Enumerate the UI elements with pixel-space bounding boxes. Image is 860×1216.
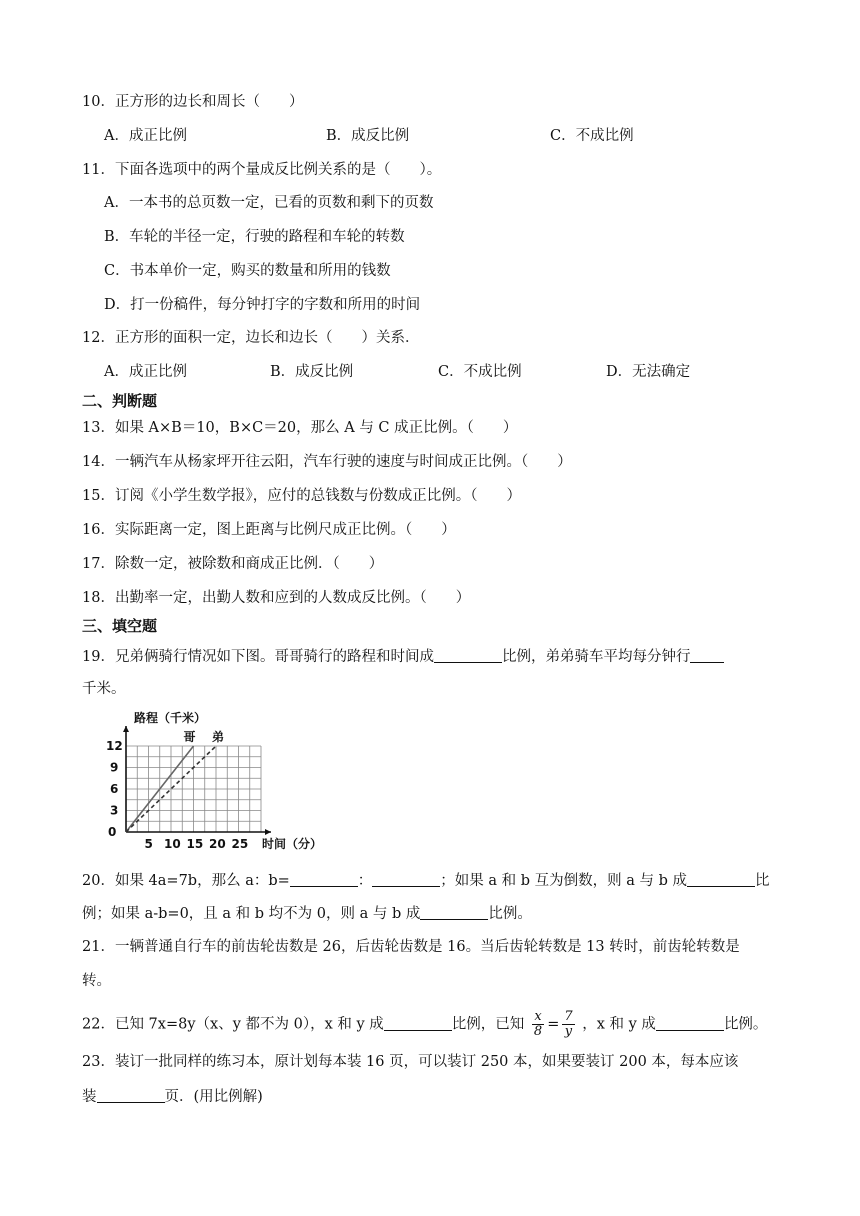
q20-blank-1[interactable] — [290, 870, 358, 887]
y-tick-label: 3 — [110, 803, 119, 818]
q11-option-d[interactable]: D．打一份稿件，每分钟打字的字数和所用的时间 — [104, 297, 421, 313]
q19-blank-2[interactable] — [690, 646, 724, 663]
judge-item-15: 15．订阅《小学生数学报》，应付的总钱数与份数成正比例。（ ） — [82, 488, 521, 504]
judge-item-16: 16．实际距离一定，图上距离与比例尺成正比例。（ ） — [82, 522, 456, 538]
q12-option-a[interactable]: A．成正比例 — [104, 364, 187, 380]
q20-text-2: ： — [357, 873, 373, 889]
q19-text-1: 19．兄弟俩骑行情况如下图。哥哥骑行的路程和时间成 — [82, 649, 434, 665]
q11-option-c[interactable]: C．书本单价一定，购买的数量和所用的钱数 — [104, 263, 391, 279]
fraction-x-over-8: $\frac{x}{8}$ — [533, 1009, 543, 1039]
q20-blank-2[interactable] — [372, 870, 440, 887]
q19-text-2: 比例，弟弟骑车平均每分钟行 — [501, 649, 691, 665]
q11-option-a[interactable]: A．一本书的总页数一定，已看的页数和剩下的页数 — [104, 195, 434, 211]
q22-text-2: 比例，已知 — [451, 1016, 525, 1033]
q20-blank-4[interactable] — [420, 903, 488, 920]
x-tick-label: 20 — [209, 837, 226, 851]
judge-item-14: 14．一辆汽车从杨家坪开往云阳，汽车行驶的速度与时间成正比例。（ ） — [82, 454, 572, 470]
x-axis-arrow — [265, 829, 271, 835]
x-tick-label: 10 — [164, 837, 181, 851]
section-heading-fill: 三、填空题 — [82, 617, 158, 635]
question-23-line2 — [82, 1086, 263, 1107]
y-tick-label: 0 — [108, 825, 117, 839]
question-20-line2 — [82, 903, 532, 924]
q22-text-1: 22．已知 7x=8y（x、y 都不为 0），x 和 y 成 — [82, 1016, 384, 1033]
q22-blank-1[interactable] — [384, 1014, 452, 1031]
question-11-stem: 11．下面各选项中的两个量成反比例关系的是（ ）。 — [82, 162, 442, 178]
q23-text-2: 装 — [82, 1089, 97, 1105]
equals-sign: = — [547, 1016, 560, 1033]
y-axis-arrow — [123, 726, 129, 732]
distance-time-chart — [104, 708, 344, 856]
q20-blank-3[interactable] — [687, 870, 755, 887]
judge-item-18: 18．出勤率一定，出勤人数和应到的人数成反比例。（ ） — [82, 590, 471, 606]
section-heading-judge: 二、判断题 — [82, 392, 158, 410]
q22-text-4: 比例。 — [723, 1016, 768, 1033]
question-23-line1: 23．装订一批同样的练习本，原计划每本装 16 页，可以装订 250 本，如果要装订 200 本，每本应该 — [82, 1054, 739, 1070]
series-label: 弟 — [212, 730, 225, 744]
q22-blank-2[interactable] — [656, 1014, 724, 1031]
q20-text-3: ；如果 a 和 b 互为倒数，则 a 与 b 成 — [440, 873, 688, 889]
q20-text-6: 比例。 — [488, 906, 532, 922]
question-10-stem: 10．正方形的边长和周长（ ） — [82, 94, 304, 110]
chart-labels — [106, 710, 322, 851]
y-tick-label: 12 — [106, 739, 123, 753]
q10-option-a[interactable]: A．成正比例 — [104, 128, 187, 144]
q23-text-3: 页．(用比例解) — [164, 1089, 263, 1105]
x-tick-label: 15 — [186, 837, 204, 851]
q23-blank-1[interactable] — [97, 1086, 165, 1103]
question-22 — [82, 1010, 767, 1039]
q10-option-b[interactable]: B．成反比例 — [326, 128, 410, 144]
y-axis-label: 路程（千米） — [134, 711, 207, 725]
q12-option-d[interactable]: D．无法确定 — [606, 364, 691, 380]
q12-option-b[interactable]: B．成反比例 — [270, 364, 354, 380]
q22-text-3: ，x 和 y 成 — [582, 1016, 656, 1033]
judge-item-13: 13．如果 A×B＝10，B×C＝20，那么 A 与 C 成正比例。（ ） — [82, 420, 518, 436]
judge-item-17: 17．除数一定，被除数和商成正比例．（ ） — [82, 556, 384, 572]
question-12-stem: 12．正方形的面积一定，边长和边长（ ）关系． — [82, 330, 420, 346]
question-21-line1: 21．一辆普通自行车的前齿轮齿数是 26，后齿轮齿数是 16。当后齿轮转数是 13 转时，前齿轮转数是 — [82, 939, 740, 955]
q12-option-c[interactable]: C．不成比例 — [438, 364, 522, 380]
question-19-line1 — [82, 646, 724, 667]
question-21-line2: 转。 — [82, 973, 111, 989]
q20-text-5: 例；如果 a-b=0，且 a 和 b 均不为 0，则 a 与 b 成 — [82, 906, 421, 922]
q20-text-1: 20．如果 4a=7b，那么 a：b= — [82, 873, 290, 889]
y-tick-label: 9 — [110, 760, 119, 775]
x-axis-label: 时间（分） — [262, 837, 323, 851]
y-tick-label: 6 — [110, 782, 119, 796]
chart-grid — [123, 726, 271, 835]
fraction-7-over-y: $\frac{7}{y}$ — [564, 1009, 573, 1039]
question-20-line1 — [82, 870, 770, 891]
q19-text-3: 千米。 — [82, 681, 126, 697]
q20-text-4: 比 — [755, 873, 770, 889]
x-tick-label: 5 — [144, 837, 153, 851]
q10-option-c[interactable]: C．不成比例 — [550, 128, 634, 144]
q11-option-b[interactable]: B．车轮的半径一定，行驶的路程和车轮的转数 — [104, 229, 405, 245]
x-tick-label: 25 — [231, 837, 249, 851]
q19-blank-1[interactable] — [434, 646, 502, 663]
series-label: 哥 — [183, 730, 196, 744]
